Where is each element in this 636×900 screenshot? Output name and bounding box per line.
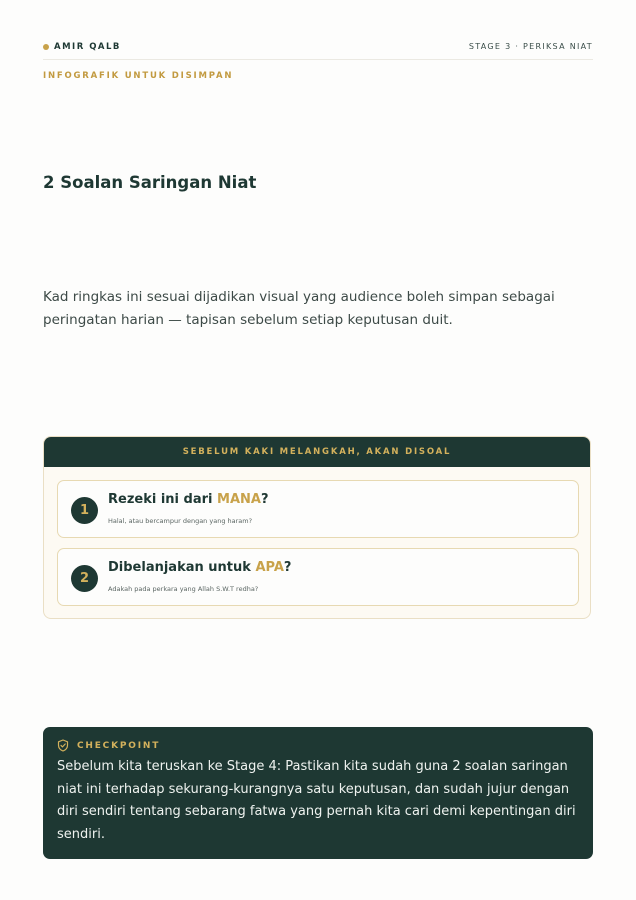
question-title-suffix: ?	[283, 560, 292, 575]
question-subtitle: Halal, atau bercampur dengan yang haram?	[108, 517, 253, 525]
brand-dot-icon	[43, 44, 49, 50]
checkpoint-text: Sebelum kita teruskan ke Stage 4: Pastikan kita sudah guna 2 soalan saringan niat ini terhadap sekurang-kurangnya satu keputusan, dan sudah jujur dengan diri sendiri tentang sebarang fatwa yang pernah kita cari demi kepentingan diri sendiri.	[57, 759, 576, 842]
page-title: 2 Soalan Saringan Niat	[43, 173, 257, 192]
infographic-card	[43, 436, 591, 619]
stage-label: STAGE 3 · PERIKSA NIAT	[468, 42, 593, 51]
shield-check-icon	[57, 739, 69, 752]
question-title-accent: MANA	[217, 492, 261, 507]
question-item	[57, 480, 579, 538]
question-subtitle: Adakah pada perkara yang Allah S.W.T redha?	[108, 585, 259, 593]
question-title-prefix: Rezeki ini dari	[108, 492, 218, 507]
checkpoint-label: CHECKPOINT	[77, 740, 161, 751]
question-title	[108, 492, 269, 507]
checkpoint-heading	[57, 739, 579, 752]
brand	[43, 42, 121, 52]
section-eyebrow: INFOGRAFIK UNTUK DISIMPAN	[43, 71, 234, 81]
page-header	[43, 41, 593, 60]
checkpoint-box	[43, 727, 593, 859]
intro-paragraph: Kad ringkas ini sesuai dijadikan visual yang audience boleh simpan sebagai peringatan harian — tapisan sebelum setiap keputusan duit.	[43, 289, 555, 328]
question-title	[108, 560, 291, 575]
question-title-accent: APA	[255, 560, 284, 575]
question-title-suffix: ?	[260, 492, 269, 507]
question-number: 2	[71, 565, 98, 592]
question-number: 1	[71, 497, 98, 524]
question-title-prefix: Dibelanjakan untuk	[108, 560, 256, 575]
question-item	[57, 548, 579, 606]
card-heading: SEBELUM KAKI MELANGKAH, AKAN DISOAL	[44, 437, 590, 467]
brand-name: AMIR QALB	[54, 42, 121, 52]
